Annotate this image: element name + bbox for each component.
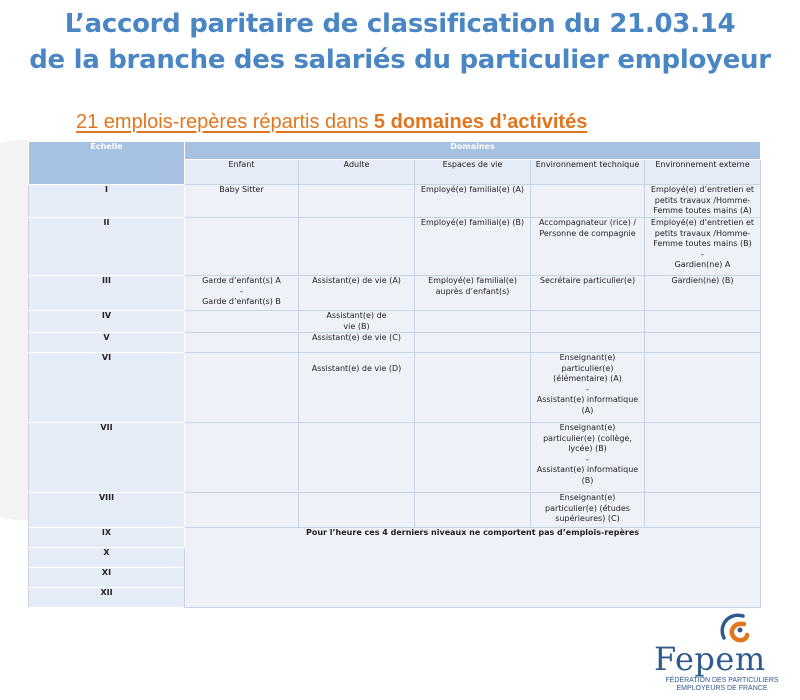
table-cell [185, 353, 299, 423]
table-cell: Secrétaire particulier(e) [531, 276, 645, 311]
tagline-line-2: EMPLOYEURS DE FRANCE [676, 685, 768, 692]
table-cell [185, 493, 299, 528]
table-cell: Enseignant(e) particulier(e) (collège, lycée) (B) - Assistant(e) informatique (B) [531, 423, 645, 493]
table-cell: Enseignant(e) particulier(e) (élémentaire) (A) - Assistant(e) informatique (A) [531, 353, 645, 423]
header-domaines: Domaines [185, 142, 761, 160]
table-cell [185, 423, 299, 493]
table-row [29, 218, 761, 276]
column-header: Enfant [185, 160, 299, 185]
echelle-level: VII [29, 423, 185, 493]
table-row [29, 528, 761, 548]
title-line-1: L’accord paritaire de classification du 21.03.14 [64, 9, 736, 39]
subtitle [76, 110, 587, 134]
table-row [29, 423, 761, 493]
table-cell [185, 218, 299, 276]
table-cell: Employé(e) familial(e) auprès d’enfant(s) [415, 276, 531, 311]
table-row [29, 311, 761, 333]
subtitle-text: 21 emplois-repères répartis dans [76, 111, 374, 133]
echelle-level: X [29, 548, 185, 568]
table-cell [531, 311, 645, 333]
echelle-level: VIII [29, 493, 185, 528]
table-cell: Enseignant(e) particulier(e) (études supérieures) (C) [531, 493, 645, 528]
table-cell [645, 423, 761, 493]
table-cell: Employé(e) d’entretien et petits travaux /Homme-Femme toutes mains (B) - Gardien(ne) A [645, 218, 761, 276]
fepem-wordmark: Fepem [654, 640, 766, 678]
table-cell: Baby Sitter [185, 185, 299, 218]
table-cell [185, 333, 299, 353]
table-cell [415, 423, 531, 493]
table-cell [415, 311, 531, 333]
echelle-level: XI [29, 568, 185, 588]
table-cell [645, 311, 761, 333]
table-row [29, 493, 761, 528]
table-cell [645, 333, 761, 353]
column-header: Environnement technique [531, 160, 645, 185]
empty-levels-note: Pour l’heure ces 4 derniers niveaux ne comportent pas d’emplois-repères [185, 528, 761, 608]
table-cell: Assistant(e) de vie (D) [299, 353, 415, 423]
table-cell [299, 423, 415, 493]
echelle-level: V [29, 333, 185, 353]
table-row [29, 333, 761, 353]
table-cell [299, 185, 415, 218]
table-cell: Assistant(e) de vie (B) [299, 311, 415, 333]
echelle-level: XII [29, 588, 185, 608]
table-row [29, 276, 761, 311]
fepem-tagline [652, 677, 792, 693]
table-cell [415, 493, 531, 528]
table-cell [185, 311, 299, 333]
echelle-level: II [29, 218, 185, 276]
table-cell: Accompagnateur (rice) / Personne de compagnie [531, 218, 645, 276]
page-title [0, 6, 800, 78]
table-cell [299, 218, 415, 276]
echelle-level: III [29, 276, 185, 311]
tagline-line-1: FÉDÉRATION DES PARTICULIERS [665, 677, 779, 684]
table-cell [531, 333, 645, 353]
table-cell: Assistant(e) de vie (A) [299, 276, 415, 311]
column-header: Environnement externe [645, 160, 761, 185]
table-row [29, 185, 761, 218]
table-cell [299, 493, 415, 528]
table-cell: Employé(e) familial(e) (B) [415, 218, 531, 276]
table-cell [645, 493, 761, 528]
table-cell [415, 353, 531, 423]
table-cell [531, 185, 645, 218]
echelle-level: IV [29, 311, 185, 333]
echelle-level: IX [29, 528, 185, 548]
classification-table [28, 141, 761, 608]
title-line-2: de la branche des salariés du particulier employeur [29, 45, 771, 75]
table-cell: Garde d’enfant(s) A - Garde d’enfant(s) B [185, 276, 299, 311]
table-cell: Employé(e) familial(e) (A) [415, 185, 531, 218]
column-header: Espaces de vie [415, 160, 531, 185]
fepem-emblem [722, 615, 747, 640]
echelle-level: I [29, 185, 185, 218]
column-header: Adulte [299, 160, 415, 185]
header-echelle: Echelle [29, 142, 185, 185]
table-row [29, 353, 761, 423]
echelle-level: VI [29, 353, 185, 423]
table-cell [415, 333, 531, 353]
subtitle-emphasis: 5 domaines d’activités [373, 111, 588, 133]
table-cell: Gardien(ne) (B) [645, 276, 761, 311]
table-cell: Assistant(e) de vie (C) [299, 333, 415, 353]
table-cell [645, 353, 761, 423]
table-cell: Employé(e) d’entretien et petits travaux /Homme-Femme toutes mains (A) [645, 185, 761, 218]
